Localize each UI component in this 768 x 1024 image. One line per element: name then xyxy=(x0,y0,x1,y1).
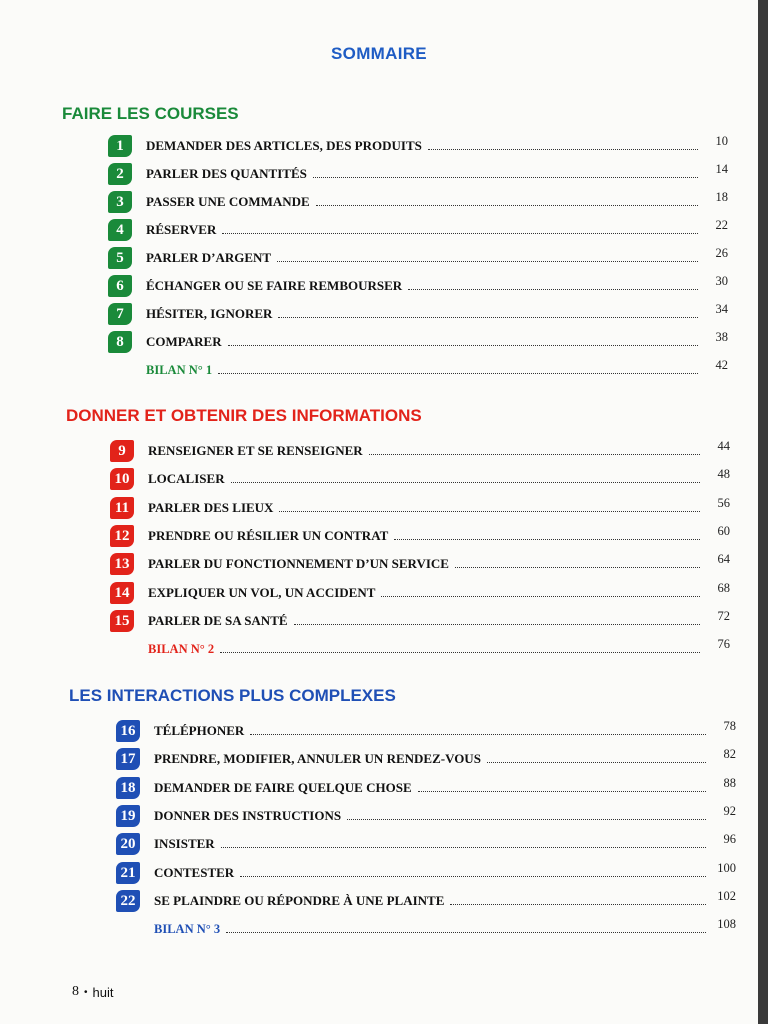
dot-leader xyxy=(226,932,706,933)
chapter-number-badge: 5 xyxy=(108,247,132,269)
footer-bullet: • xyxy=(84,986,88,998)
toc-entry[interactable] xyxy=(116,748,736,770)
page-number: 78 xyxy=(723,718,736,733)
bilan-label: BILAN N° 1 xyxy=(146,362,213,377)
page-number: 34 xyxy=(715,301,728,316)
chapter-number-badge: 2 xyxy=(108,163,132,185)
chapter-title: PASSER UNE COMMANDE xyxy=(146,194,310,209)
chapter-number-badge: 3 xyxy=(108,191,132,213)
dot-leader xyxy=(294,624,700,625)
chapter-title: PARLER DE SA SANTÉ xyxy=(148,613,288,628)
page-number: 18 xyxy=(715,189,728,204)
chapter-number-badge: 1 xyxy=(108,135,132,157)
toc-entry[interactable] xyxy=(110,553,730,575)
chapter-title: LOCALISER xyxy=(148,471,225,486)
chapter-title: RENSEIGNER ET SE RENSEIGNER xyxy=(148,443,363,458)
chapter-number-badge: 8 xyxy=(108,331,132,353)
page-number: 88 xyxy=(723,775,736,790)
chapter-title: DEMANDER DES ARTICLES, DES PRODUITS xyxy=(146,138,422,153)
chapter-number-badge: 12 xyxy=(110,525,134,547)
toc-entry[interactable] xyxy=(116,720,736,742)
page-number: 10 xyxy=(715,133,728,148)
chapter-number-badge: 13 xyxy=(110,553,134,575)
chapter-number-badge: 7 xyxy=(108,303,132,325)
toc-entry[interactable] xyxy=(110,440,730,462)
chapter-title: RÉSERVER xyxy=(146,222,217,237)
chapter-title: TÉLÉPHONER xyxy=(154,723,245,738)
bilan-label: BILAN N° 2 xyxy=(148,641,215,656)
toc-entry[interactable] xyxy=(108,135,728,157)
chapter-number-badge: 10 xyxy=(110,468,134,490)
chapter-number-badge: 4 xyxy=(108,219,132,241)
toc-entry[interactable] xyxy=(116,777,736,799)
chapter-title: PARLER D’ARGENT xyxy=(146,250,272,265)
chapter-number-badge: 22 xyxy=(116,890,140,912)
page-number: 92 xyxy=(723,803,736,818)
page-number: 30 xyxy=(715,273,728,288)
chapter-title: DONNER DES INSTRUCTIONS xyxy=(154,808,342,823)
chapter-number-badge: 11 xyxy=(110,497,134,519)
chapter-title: EXPLIQUER UN VOL, UN ACCIDENT xyxy=(148,585,376,600)
footer-page-word: huit xyxy=(92,984,114,1000)
toc-entry[interactable] xyxy=(116,890,736,912)
page-number: 48 xyxy=(717,466,730,481)
toc-entry[interactable] xyxy=(108,219,728,241)
chapter-title: PARLER DES LIEUX xyxy=(148,500,274,515)
chapter-number-badge: 14 xyxy=(110,582,134,604)
footer-page-number: 8 xyxy=(72,984,79,999)
dot-leader xyxy=(394,539,700,540)
chapter-number-badge: 15 xyxy=(110,610,134,632)
toc-entry[interactable] xyxy=(110,497,730,519)
chapter-number-badge: 6 xyxy=(108,275,132,297)
toc-entry[interactable] xyxy=(116,833,736,855)
chapter-title: DEMANDER DE FAIRE QUELQUE CHOSE xyxy=(154,780,412,795)
page-number: 108 xyxy=(717,916,736,931)
chapter-number-badge: 18 xyxy=(116,777,140,799)
chapter-title: SE PLAINDRE OU RÉPONDRE À UNE PLAINTE xyxy=(154,893,445,908)
page-number: 42 xyxy=(715,357,728,372)
chapter-title: COMPARER xyxy=(146,334,222,349)
toc-entry[interactable] xyxy=(116,805,736,827)
bilan-entry[interactable] xyxy=(116,918,736,940)
dot-leader xyxy=(450,904,706,905)
toc-entry[interactable] xyxy=(108,331,728,353)
dot-leader xyxy=(278,317,698,318)
toc-entry[interactable] xyxy=(108,163,728,185)
page-number: 14 xyxy=(715,161,728,176)
chapter-number-badge: 20 xyxy=(116,833,140,855)
dot-leader xyxy=(277,261,698,262)
page-edge xyxy=(758,0,768,1024)
chapter-title: HÉSITER, IGNORER xyxy=(146,306,273,321)
dot-leader xyxy=(228,345,698,346)
page-number: 68 xyxy=(717,580,730,595)
toc-entry[interactable] xyxy=(108,303,728,325)
page-number: 102 xyxy=(717,888,736,903)
chapter-number-badge: 16 xyxy=(116,720,140,742)
dot-leader xyxy=(408,289,698,290)
bilan-entry[interactable] xyxy=(110,638,730,660)
bilan-label: BILAN N° 3 xyxy=(154,921,221,936)
chapter-title: ÉCHANGER OU SE FAIRE REMBOURSER xyxy=(146,278,403,293)
page-number: 76 xyxy=(717,636,730,651)
dot-leader xyxy=(347,819,706,820)
page-number: 64 xyxy=(717,551,730,566)
page-number: 22 xyxy=(715,217,728,232)
dot-leader xyxy=(221,847,706,848)
page-number: 26 xyxy=(715,245,728,260)
page-number: 96 xyxy=(723,831,736,846)
dot-leader xyxy=(231,482,700,483)
chapter-number-badge: 9 xyxy=(110,440,134,462)
page-number: 72 xyxy=(717,608,730,623)
dot-leader xyxy=(222,233,698,234)
bilan-entry[interactable] xyxy=(108,359,728,381)
page-number: 82 xyxy=(723,746,736,761)
section-heading: DONNER ET OBTENIR DES INFORMATIONS xyxy=(66,406,422,425)
section-heading: FAIRE LES COURSES xyxy=(62,104,239,123)
dot-leader xyxy=(313,177,698,178)
dot-leader xyxy=(428,149,698,150)
dot-leader xyxy=(418,791,706,792)
dot-leader xyxy=(316,205,698,206)
chapter-title: PARLER DU FONCTIONNEMENT D’UN SERVICE xyxy=(148,556,449,571)
page-number: 38 xyxy=(715,329,728,344)
dot-leader xyxy=(240,876,706,877)
chapter-title: INSISTER xyxy=(154,836,215,851)
chapter-title: PRENDRE OU RÉSILIER UN CONTRAT xyxy=(148,528,389,543)
dot-leader xyxy=(250,734,706,735)
dot-leader xyxy=(220,652,700,653)
chapter-number-badge: 19 xyxy=(116,805,140,827)
toc-entry[interactable] xyxy=(108,275,728,297)
toc-entry[interactable] xyxy=(110,525,730,547)
toc-entry[interactable] xyxy=(116,862,736,884)
page-title: SOMMAIRE xyxy=(331,44,427,63)
page-number: 60 xyxy=(717,523,730,538)
dot-leader xyxy=(455,567,700,568)
toc-entry[interactable] xyxy=(110,582,730,604)
page-footer xyxy=(72,984,113,1000)
page-number: 44 xyxy=(717,438,730,453)
chapter-number-badge: 21 xyxy=(116,862,140,884)
page-number: 100 xyxy=(717,860,736,875)
page-number: 56 xyxy=(717,495,730,510)
chapter-title: PARLER DES QUANTITÉS xyxy=(146,166,307,181)
dot-leader xyxy=(369,454,700,455)
toc-entry[interactable] xyxy=(110,610,730,632)
chapter-title: PRENDRE, MODIFIER, ANNULER UN RENDEZ-VOUS xyxy=(154,751,481,766)
toc-entry[interactable] xyxy=(110,468,730,490)
toc-entry[interactable] xyxy=(108,191,728,213)
dot-leader xyxy=(487,762,706,763)
dot-leader xyxy=(218,373,698,374)
dot-leader xyxy=(279,511,700,512)
toc-entry[interactable] xyxy=(108,247,728,269)
chapter-number-badge: 17 xyxy=(116,748,140,770)
chapter-title: CONTESTER xyxy=(154,865,235,880)
section-heading: LES INTERACTIONS PLUS COMPLEXES xyxy=(69,686,396,705)
dot-leader xyxy=(381,596,700,597)
